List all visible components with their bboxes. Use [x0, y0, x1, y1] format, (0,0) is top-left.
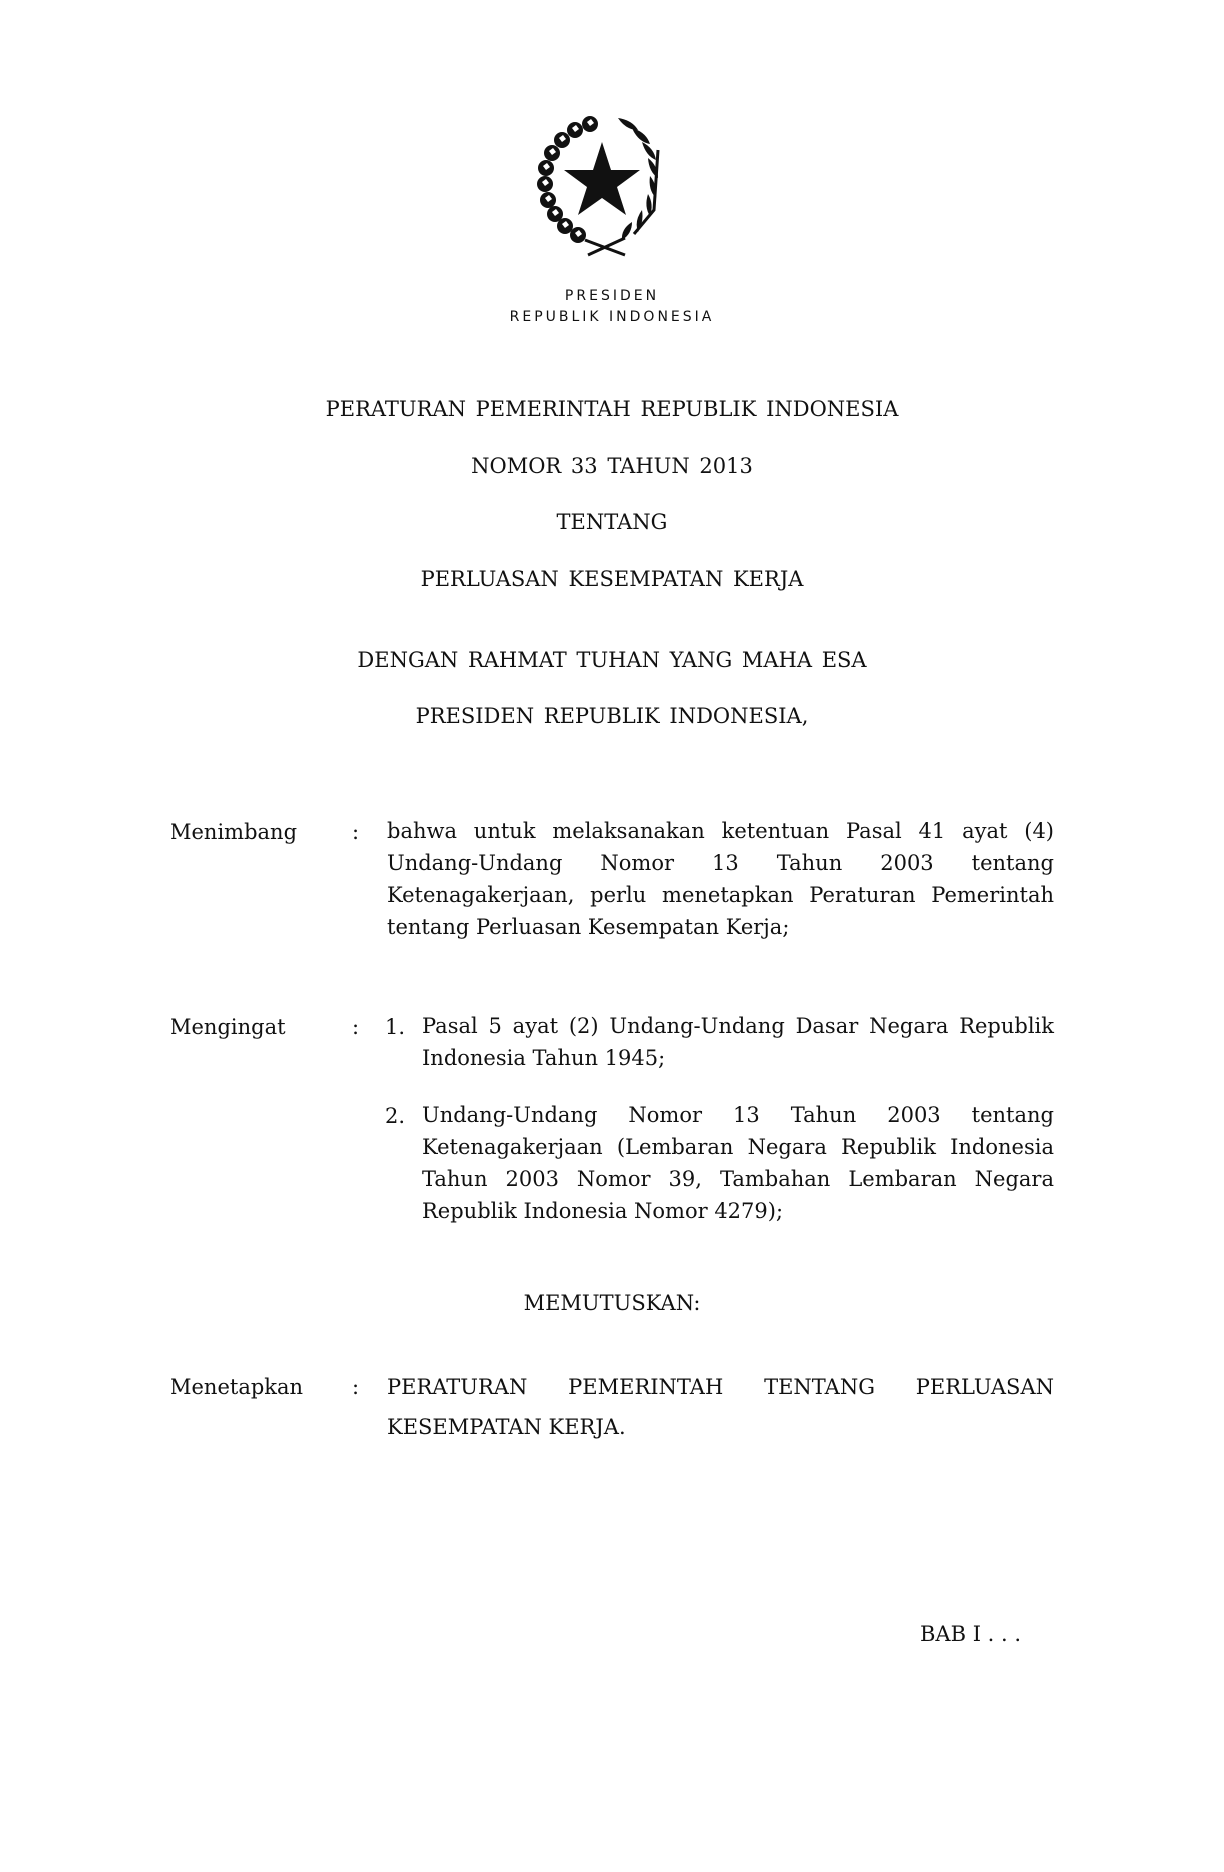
mengingat-item-number: 1.	[385, 1015, 406, 1039]
menetapkan-label: Menetapkan	[170, 1375, 304, 1399]
memutuskan-heading: MEMUTUSKAN:	[523, 1291, 701, 1315]
mengingat-item-text: Undang-Undang Nomor 13 Tahun 2003 tentang Ketenagakerjaan (Lembaran Negara Republik Indonesia Tahun 2003 Nomor 39, Tambahan Lembaran Negara Republik Indonesia Nomor 4279);	[422, 1103, 1054, 1223]
preamble-divine: DENGAN RAHMAT TUHAN YANG MAHA ESA	[357, 648, 867, 672]
menetapkan-word: PEMERINTAH	[568, 1375, 724, 1399]
menetapkan-word: TENTANG	[764, 1375, 875, 1399]
menimbang-label: Menimbang	[170, 820, 298, 844]
regulation-number: NOMOR 33 TAHUN 2013	[471, 454, 753, 478]
preamble-president: PRESIDEN REPUBLIK INDONESIA,	[415, 704, 809, 728]
menetapkan-line-1	[387, 1367, 1054, 1407]
regulation-about: TENTANG	[556, 510, 668, 534]
mengingat-item-text: Pasal 5 ayat (2) Undang-Undang Dasar Negara Republik Indonesia Tahun 1945;	[422, 1014, 1054, 1070]
presidential-emblem-icon	[530, 110, 680, 260]
regulation-title: PERATURAN PEMERINTAH REPUBLIK INDONESIA	[325, 397, 899, 421]
institution-label-president: PRESIDEN	[564, 288, 660, 304]
menimbang-colon: :	[352, 820, 360, 844]
menetapkan-word: PERLUASAN	[915, 1375, 1054, 1399]
menetapkan-line-2: KESEMPATAN KERJA.	[387, 1415, 626, 1439]
menetapkan-colon: :	[352, 1375, 360, 1399]
regulation-subject: PERLUASAN KESEMPATAN KERJA	[420, 567, 804, 591]
institution-label-republic: REPUBLIK INDONESIA	[509, 309, 715, 325]
mengingat-colon: :	[352, 1015, 360, 1039]
page-continuation: BAB I . . .	[920, 1622, 1022, 1646]
menetapkan-text	[387, 1367, 1054, 1447]
mengingat-item-number: 2.	[385, 1104, 406, 1128]
menimbang-text: bahwa untuk melaksanakan ketentuan Pasal 41 ayat (4) Undang-Undang Nomor 13 Tahun 2003 tentang Ketenagakerjaan, perlu menetapkan Peraturan Pemerintah tentang Perluasan Kesempatan Kerja;	[387, 819, 1054, 939]
mengingat-label: Mengingat	[170, 1015, 286, 1039]
menetapkan-word: PERATURAN	[387, 1375, 528, 1399]
